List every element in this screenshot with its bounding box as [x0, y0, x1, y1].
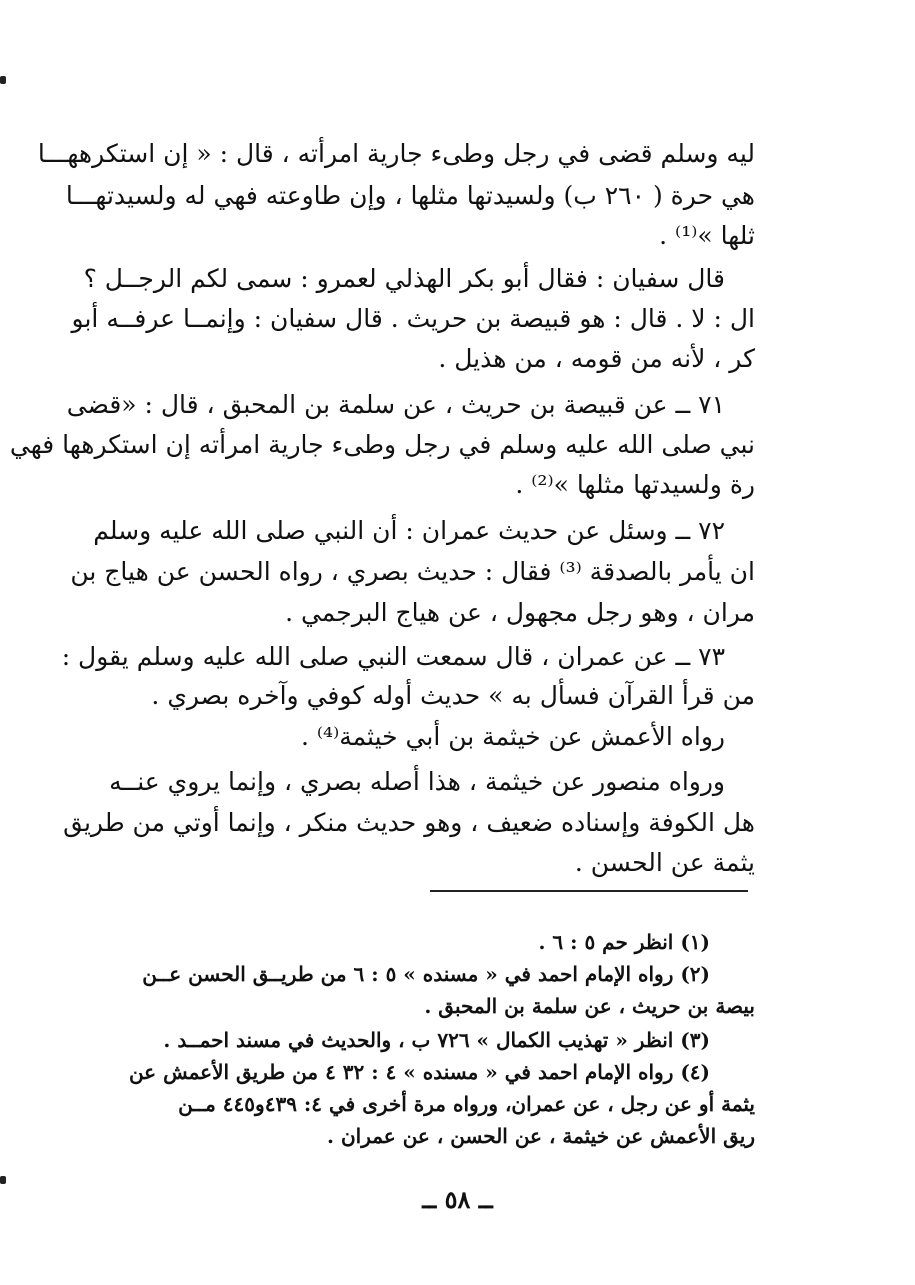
body-line-13: ٧٣ ــ عن عمران ، قال سمعت النبي صلى الله عليه وسلم يقول : — [61, 642, 725, 671]
body-line-11: ان يأمر بالصدقة ⁽³⁾ فقال : حديث بصري ، رواه الحسن عن هياج بن — [70, 557, 755, 586]
footnote-3: (٣) انظر « تهذيب الكمال » ٧٢٦ ب ، والحديث في مسند احمــد . — [163, 1028, 710, 1052]
footnote-4-continued-1: يثمة أو عن رجل ، عن عمران، ورواه مرة أخرى في ٤: ٤٣٩و٤٤٥ مــن — [178, 1092, 755, 1116]
body-line-10: ٧٢ ــ وسئل عن حديث عمران : أن النبي صلى الله عليه وسلم — [93, 516, 725, 545]
body-line-2: هي حرة ( ٢٦٠ ب) ولسيدتها مثلها ، وإن طاوعته فهي له ولسيدتهـــا — [65, 181, 755, 210]
body-line-17: هل الكوفة وإسناده ضعيف ، وهو حديث منكر ، وإنما أوتي من طريق — [63, 808, 755, 837]
page-edge-mark-bottom — [0, 1176, 6, 1184]
body-line-8: نبي صلى الله عليه وسلم في رجل وطىء جارية امرأته إن استكرهها فهي — [9, 430, 755, 459]
footnote-separator — [430, 890, 748, 892]
footnote-1: (١) انظر حم ٥ : ٦ . — [538, 930, 710, 954]
body-line-9: رة ولسيدتها مثلها »⁽²⁾ . — [515, 470, 755, 499]
footnote-2: (٢) رواه الإمام احمد في « مسنده » ٥ : ٦ من طريــق الحسن عــن — [142, 962, 710, 986]
body-line-16: ورواه منصور عن خيثمة ، هذا أصله بصري ، وإنما يروي عنــه — [109, 767, 725, 796]
body-line-5: ال : لا . قال : هو قبيصة بن حريث . قال سفيان : وإنمــا عرفــه أبو — [71, 304, 755, 333]
body-line-3: ثلها »⁽¹⁾ . — [659, 221, 755, 250]
body-line-6: كر ، لأنه من قومه ، من هذيل . — [438, 344, 755, 373]
footnote-4: (٤) رواه الإمام احمد في « مسنده » ٤ : ٣٢ ٤ من طريق الأعمش عن — [128, 1060, 710, 1084]
footnote-4-continued-2: ريق الأعمش عن خيثمة ، عن الحسن ، عن عمران . — [327, 1124, 755, 1148]
body-line-15: رواه الأعمش عن خيثمة بن أبي خيثمة⁽⁴⁾ . — [300, 722, 725, 751]
body-line-18: يثمة عن الحسن . — [574, 848, 755, 877]
page-number: ــ ٥٨ ــ — [422, 1185, 493, 1214]
body-line-14: من قرأ القرآن فسأل به » حديث أوله كوفي وآخره بصري . — [151, 681, 755, 710]
body-line-1: ليه وسلم قضى في رجل وطىء جارية امرأته ، قال : « إن استكرههـــا — [37, 139, 755, 168]
body-line-4: قال سفيان : فقال أبو بكر الهذلي لعمرو : سمى لكم الرجــل ؟ — [83, 264, 725, 293]
page-edge-mark-top — [0, 76, 6, 84]
body-line-7: ٧١ ــ عن قبيصة بن حريث ، عن سلمة بن المحبق ، قال : «قضى — [66, 390, 725, 419]
body-line-12: مران ، وهو رجل مجهول ، عن هياج البرجمي . — [285, 598, 755, 627]
footnote-2-continued: بيصة بن حريث ، عن سلمة بن المحبق . — [424, 994, 755, 1018]
